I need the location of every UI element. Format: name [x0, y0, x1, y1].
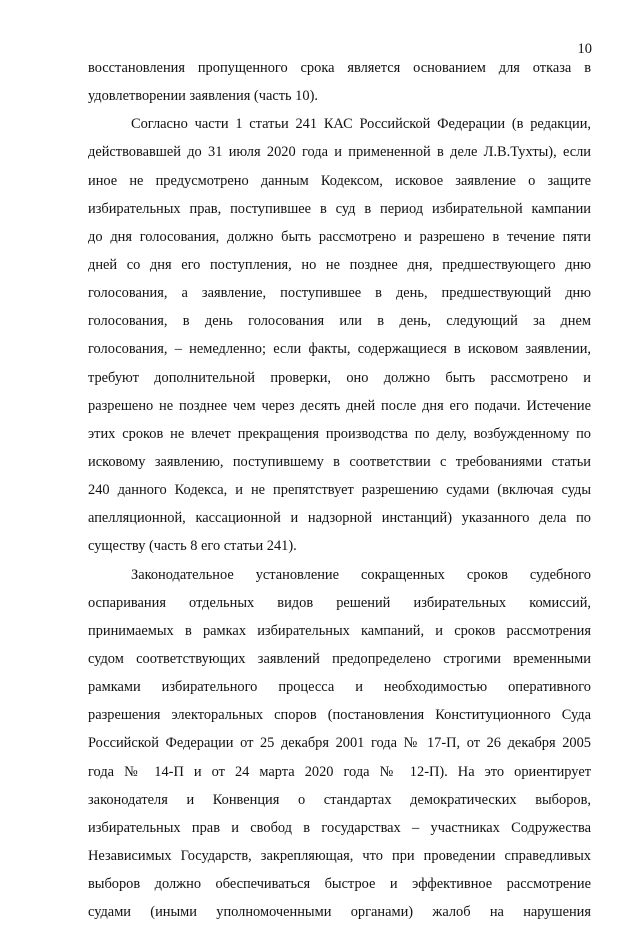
text-line: разрешения электоральных споров (постановления Конституционного Суда [88, 707, 591, 724]
text-line: голосования, в день голосования или в день, следующий за днем [88, 313, 591, 330]
text-line: избирательных прав и свобод в государствах – участниках Содружества [88, 819, 591, 836]
document-body [88, 54, 591, 926]
text-line: апелляционной, кассационной и надзорной инстанций) указанного дела по [88, 510, 591, 527]
text-line: голосования, а заявление, поступившее в день, предшествующий дню [88, 285, 591, 302]
text-line: разрешено не позднее чем через десять дней после дня его подачи. Истечение [88, 397, 591, 414]
page-number: 10 [577, 41, 592, 57]
text-line: года № 14-П и от 24 марта 2020 года № 12-П). На это ориентирует [88, 763, 591, 780]
text-line: Независимых Государств, закрепляющая, что при проведении справедливых [88, 847, 591, 864]
text-line: 240 данного Кодекса, и не препятствует разрешению судами (включая суды [88, 482, 591, 499]
text-line: этих сроков не влечет прекращения производства по делу, возбужденному по [88, 425, 591, 442]
text-line: действовавшей до 31 июля 2020 года и примененной в деле Л.В.Тухты), если [88, 144, 591, 161]
text-line: дней со дня его поступления, но не позднее дня, предшествующего дню [88, 256, 591, 273]
text-line: голосования, – немедленно; если факты, содержащиеся в исковом заявлении, [88, 341, 591, 358]
text-line: избирательных прав, поступившее в суд в период избирательной кампании [88, 200, 591, 217]
text-line: до дня голосования, должно быть рассмотрено и разрешено в течение пяти [88, 228, 591, 245]
text-line: Российской Федерации от 25 декабря 2001 года № 17-П, от 26 декабря 2005 [88, 735, 591, 752]
text-line: законодателя и Конвенция о стандартах демократических выборов, [88, 791, 591, 808]
text-line: принимаемых в рамках избирательных кампаний, и сроков рассмотрения [88, 622, 591, 639]
text-line: выборов должно обеспечиваться быстрое и эффективное рассмотрение [88, 876, 591, 893]
text-line: удовлетворении заявления (часть 10). [88, 88, 318, 105]
text-line: рамками избирательного процесса и необходимостью оперативного [88, 679, 591, 696]
text-line: судами (иными уполномоченными органами) жалоб на нарушения [88, 904, 591, 921]
text-line: оспаривания отдельных видов решений избирательных комиссий, [88, 594, 591, 611]
text-line: требуют дополнительной проверки, оно должно быть рассмотрено и [88, 369, 591, 386]
text-line: существу (часть 8 его статьи 241). [88, 538, 297, 555]
text-line: судом соответствующих заявлений предопределено строгими временными [88, 650, 591, 667]
text-line: иное не предусмотрено данным Кодексом, исковое заявление о защите [88, 172, 591, 189]
text-line: Согласно части 1 статьи 241 КАС Российской Федерации (в редакции, [131, 116, 591, 133]
text-line: Законодательное установление сокращенных сроков судебного [131, 566, 591, 583]
text-line: восстановления пропущенного срока является основанием для отказа в [88, 60, 591, 76]
text-line: исковому заявлению, поступившему в соответствии с требованиями статьи [88, 453, 591, 470]
